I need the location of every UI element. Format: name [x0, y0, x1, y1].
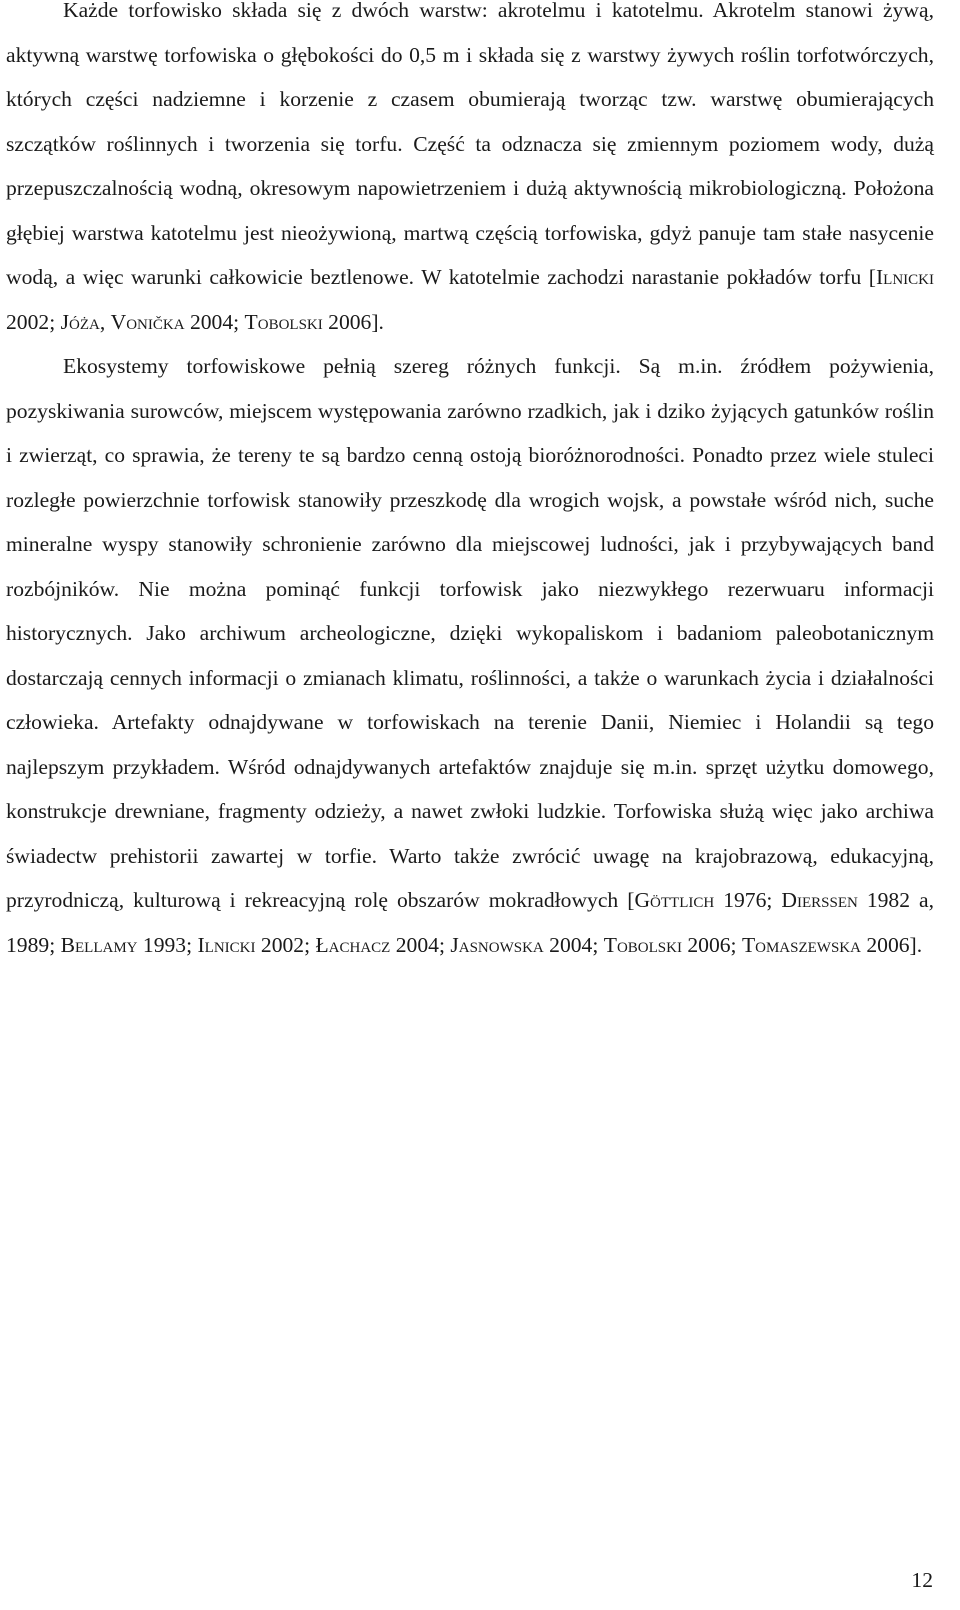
citation-separator: 2002; — [255, 932, 316, 957]
citation-separator: 1993; — [137, 932, 198, 957]
citation-separator: 2006; — [681, 932, 742, 957]
document-page — [6, 0, 934, 967]
citation-separator: 1982 a, 1989; — [6, 888, 935, 957]
citation-author: Göttlich — [634, 888, 715, 912]
citation-separator: 2004; — [184, 309, 245, 334]
citation-separator: , — [99, 309, 111, 334]
paragraph-peat-layers — [6, 0, 934, 344]
citation-author: Ilnicki — [197, 932, 256, 957]
citation-separator: 2004; — [543, 932, 604, 957]
citation-separator: 2004; — [390, 932, 451, 957]
citation-tail: 2006]. — [860, 932, 923, 957]
page-number: 12 — [911, 1568, 933, 1592]
citation-author: Tobolski — [244, 309, 323, 334]
citation-author: Bellamy — [60, 932, 138, 957]
citation-author: Tobolski — [603, 932, 682, 957]
paragraph-text: Ekosystemy torfowiskowe pełnią szereg różnych funkcji. Są m.in. źródłem pożywienia, pozyskiwania surowców, miejscem występowania zarówno rzadkich, jak i dziko żyjących gatunków roślin i zwierząt, co sprawia, że tereny te są bardzo cenną ostoją bioróżnorodności. Ponadto przez wiele stuleci rozległe powierzchnie torfowisk stanowiły przeszkodę dla wrogich wojsk, a powstałe wśród nich, suche mineralne wyspy stanowiły schronienie zarówno dla miejscowej ludności, jak i przybywających band rozbójników. Nie można pominąć funkcji torfowisk jako niezwykłego rezerwuaru informacji historycznych. Jako archiwum archeologiczne, dzięki wykopaliskom i badaniom paleobotanicznym dostarczają cennych informacji o zmianach klimatu, roślinności, a także o warunkach życia i działalności człowieka. Artefakty odnajdywane w torfowiskach na terenie Danii, Niemiec i Holandii są tego najlepszym przykładem. Wśród odnajdywanych artefaktów znajduje się m.in. sprzęt użytku domowego, konstrukcje drewniane, fragmenty odzieży, a nawet zwłoki ludzkie. Torfowiska służą więc jako archiwa świadectw prehistorii zawartej w torfie. Warto także zwrócić uwagę na krajobrazową, edukacyjną, przyrodniczą, kulturową i rekreacyjną rolę obszarów mokradłowych [ — [6, 354, 934, 912]
citation-separator: 1976; — [714, 888, 782, 912]
paragraph-text: Każde torfowisko składa się z dwóch warstw: akrotelmu i katotelmu. Akrotelm stanowi żywą, aktywną warstwę torfowiska o głębokości do 0,5 m i składa się z warstwy żywych roślin torfotwórczych, których części nadziemne i korzenie z czasem obumierają tworząc tzw. warstwę obumierających szczątków roślinnych i tworzenia się torfu. Część ta odznacza się zmiennym poziomem wody, dużą przepuszczalnością wodną, okresowym napowietrzeniem i dużą aktywnością mikrobiologiczną. Położona głębiej warstwa katotelmu jest nieożywioną, martwą częścią torfowiska, gdyż panuje tam stałe nasycenie wodą, a więc warunki całkowicie beztlenowe. W katotelmie zachodzi narastanie pokładów torfu [ — [6, 0, 934, 289]
citation-author: Tomaszewska — [741, 932, 861, 957]
citation-author: Łachacz — [315, 932, 391, 957]
citation-separator: 2002; — [6, 309, 61, 334]
citation-author: Jasnowska — [450, 932, 544, 957]
citation-author: Dierssen — [781, 888, 858, 912]
citation-author: Vonička — [110, 309, 185, 334]
citation-tail: 2006]. — [322, 309, 384, 334]
citation-author: Ilnicki — [875, 265, 934, 289]
citation-author: Jóża — [60, 309, 100, 334]
paragraph-ecosystem-functions — [6, 344, 934, 967]
